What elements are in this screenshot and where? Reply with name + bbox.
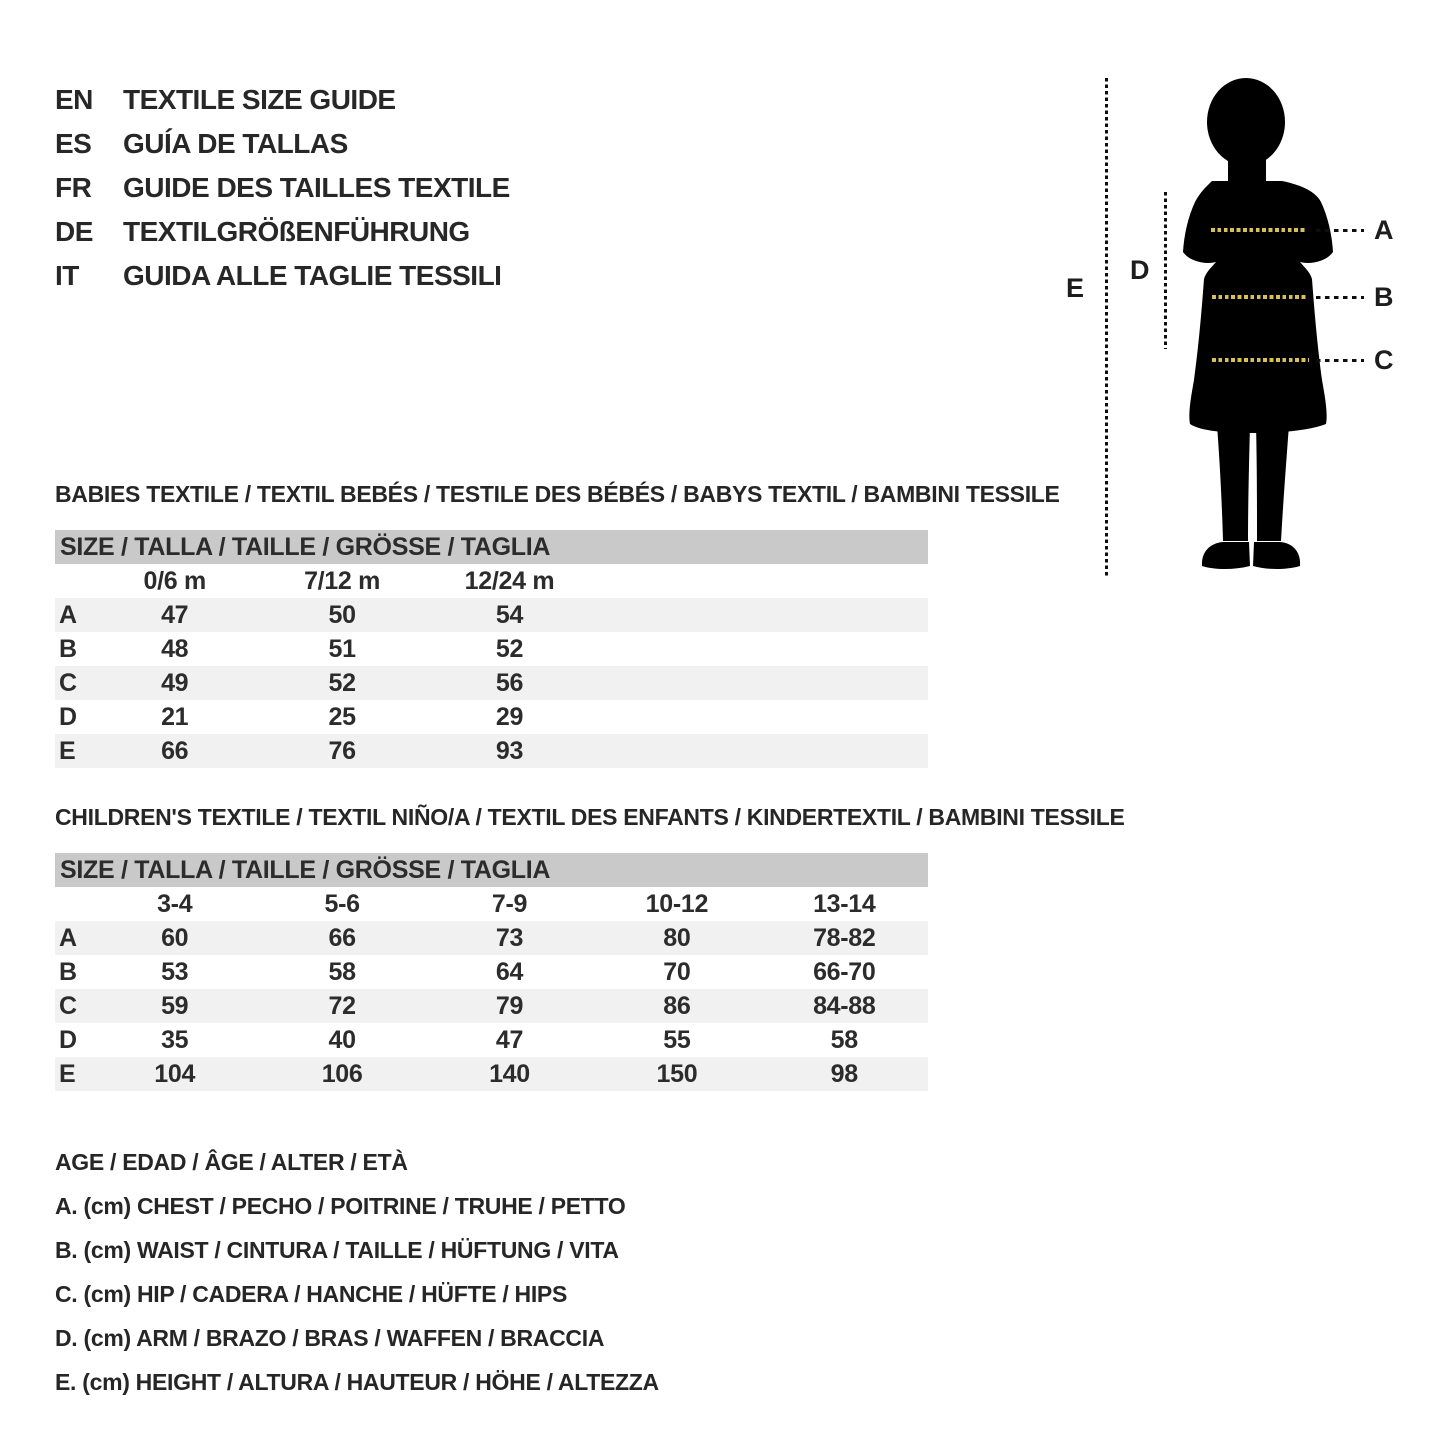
row-label: A [59,601,77,629]
title-text-es: GUÍA DE TALLAS [123,128,348,159]
empty-cell [761,564,928,598]
table-cell: 72 [328,992,356,1020]
legend-age: AGE / EDAD / ÂGE / ALTER / ETÀ [55,1149,408,1175]
children-col-header: 3-4 [157,890,193,918]
hip-dash-line-yellow [1212,358,1309,362]
table-cell: 25 [328,703,356,731]
row-label: E [59,1060,76,1088]
table-cell: 35 [161,1026,189,1054]
table-cell: 50 [328,601,356,629]
table-cell: 84-88 [813,992,876,1020]
measure-label-d: D [1130,255,1149,285]
empty-cell [761,632,928,666]
children-section-heading: CHILDREN'S TEXTILE / TEXTIL NIÑO/A / TEXTIL DES ENFANTS / KINDERTEXTIL / BAMBINI TESSILE [55,804,1125,830]
lang-code-it: IT [55,260,79,291]
empty-cell [761,700,928,734]
children-size-table [55,853,928,1091]
table-cell: 52 [328,669,356,697]
row-label: D [59,1026,77,1054]
title-row-fr [55,166,510,210]
table-row-d [55,700,928,734]
row-label: D [59,703,77,731]
table-cell: 140 [489,1060,530,1088]
table-row-c [55,989,928,1023]
measurement-legend [55,1140,659,1404]
table-cell: 29 [495,703,524,731]
empty-cell [593,598,760,632]
row-label: A [59,924,77,952]
table-cell: 40 [328,1026,356,1054]
row-label: C [59,669,77,697]
lang-code-de: DE [55,216,93,247]
title-row-de [55,210,510,254]
table-cell: 49 [161,669,189,697]
lang-code-fr: FR [55,172,92,203]
waist-dash-line-black [1316,296,1364,299]
legend-chest: A. (cm) CHEST / PECHO / POITRINE / TRUHE / PETTO [55,1193,626,1219]
table-row-a [55,921,928,955]
title-text-en: TEXTILE SIZE GUIDE [123,84,396,115]
table-cell: 150 [656,1060,698,1088]
height-measure-dashed-line [1105,78,1108,577]
children-size-header-bar: SIZE / TALLA / TAILLE / GRÖSSE / TAGLIA [55,853,928,887]
row-label: B [59,958,77,986]
table-cell: 48 [161,635,189,663]
children-col-header: 7-9 [491,890,528,918]
legend-hip: C. (cm) HIP / CADERA / HANCHE / HÜFTE / HIPS [55,1281,568,1307]
babies-size-table [55,530,928,768]
empty-cell [593,666,760,700]
measure-label-e: E [1066,273,1084,303]
measure-label-b: B [1374,282,1393,312]
table-cell: 66-70 [813,958,876,986]
title-row-en [55,78,510,122]
table-row-d [55,1023,928,1057]
table-cell: 58 [328,958,356,986]
chest-dash-line-black [1316,229,1364,232]
babies-column-header-row [55,564,928,598]
table-cell: 79 [495,992,524,1020]
table-cell: 52 [495,635,524,663]
table-cell: 104 [154,1060,196,1088]
table-cell: 53 [161,958,189,986]
table-cell: 66 [161,737,189,765]
row-label: C [59,992,77,1020]
table-cell: 70 [663,958,691,986]
table-cell: 58 [830,1026,858,1054]
lang-code-es: ES [55,128,92,159]
legend-waist: B. (cm) WAIST / CINTURA / TAILLE / HÜFTUNG / VITA [55,1237,619,1263]
table-cell: 86 [663,992,691,1020]
empty-cell [761,666,928,700]
title-text-de: TEXTILGRÖßENFÜHRUNG [123,216,470,247]
waist-dash-line-yellow [1212,295,1307,299]
table-cell: 55 [663,1026,691,1054]
hip-dash-line-black [1316,359,1364,362]
table-row-a [55,598,928,632]
table-cell: 56 [495,669,524,697]
title-row-es [55,122,510,166]
children-column-header-row [55,887,928,921]
corner-cell [55,564,91,598]
children-col-header: 10-12 [645,890,709,918]
table-cell: 54 [495,601,524,629]
table-cell: 47 [495,1026,524,1054]
table-cell: 106 [321,1060,363,1088]
corner-cell [55,887,91,921]
empty-cell [761,734,928,768]
empty-cell [761,598,928,632]
table-cell: 51 [328,635,356,663]
legend-arm: D. (cm) ARM / BRAZO / BRAS / WAFFEN / BRACCIA [55,1325,605,1351]
babies-col-header: 12/24 m [464,567,555,595]
babies-col-header: 0/6 m [143,567,206,595]
chest-dash-line-yellow [1211,228,1306,232]
babies-col-header: 7/12 m [304,567,381,595]
row-label: E [59,737,76,765]
children-col-header: 13-14 [813,890,876,918]
table-cell: 73 [495,924,524,952]
empty-cell [593,734,760,768]
table-cell: 98 [830,1060,858,1088]
child-silhouette [1160,75,1340,575]
children-col-header: 5-6 [324,890,360,918]
title-text-it: GUIDA ALLE TAGLIE TESSILI [123,260,502,291]
table-cell: 21 [161,703,189,731]
babies-section-heading: BABIES TEXTILE / TEXTIL BEBÉS / TESTILE DES BÉBÉS / BABYS TEXTIL / BAMBINI TESSILE [55,481,1060,507]
title-text-fr: GUIDE DES TAILLES TEXTILE [123,172,510,203]
measure-label-a: A [1374,215,1393,245]
table-cell: 78-82 [813,924,876,952]
table-cell: 47 [161,601,189,629]
title-row-it [55,254,510,298]
lang-code-en: EN [55,84,93,115]
table-cell: 93 [495,737,524,765]
table-row-e [55,734,928,768]
empty-cell [593,632,760,666]
table-cell: 59 [161,992,189,1020]
table-cell: 60 [161,924,189,952]
table-cell: 76 [328,737,356,765]
measure-label-c: C [1374,345,1393,375]
empty-cell [593,564,760,598]
table-cell: 64 [495,958,524,986]
row-label: B [59,635,77,663]
table-row-c [55,666,928,700]
table-row-b [55,955,928,989]
legend-height: E. (cm) HEIGHT / ALTURA / HAUTEUR / HÖHE / ALTEZZA [55,1369,659,1395]
table-cell: 80 [663,924,691,952]
empty-cell [593,700,760,734]
language-title-block [55,78,510,298]
table-row-b [55,632,928,666]
table-cell: 66 [328,924,356,952]
table-row-e [55,1057,928,1091]
babies-size-header-bar: SIZE / TALLA / TAILLE / GRÖSSE / TAGLIA [55,530,928,564]
